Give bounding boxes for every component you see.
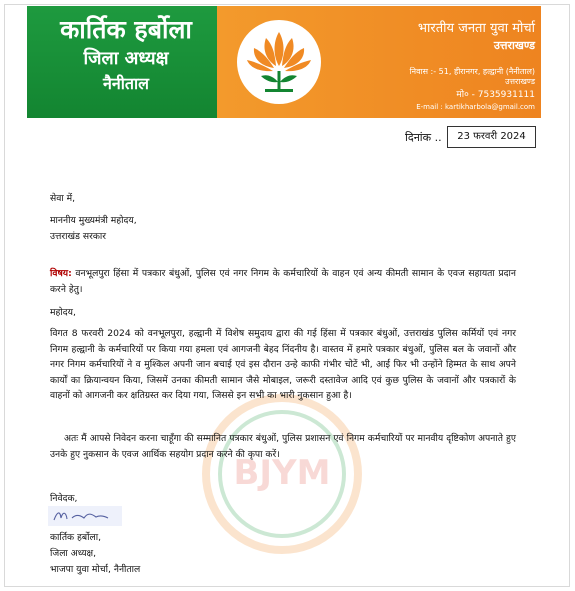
letterhead-mobile: मो० - 7535931111 xyxy=(456,90,535,100)
greeting: महोदय, xyxy=(50,307,76,318)
letterhead-address-line1: निवास :- 51, हीरानगर, हल्द्वानी (नैनीताल) xyxy=(409,67,535,76)
letterhead-city: नैनीताल xyxy=(102,74,150,93)
body-paragraph-2: अतः मैं आपसे निवेदन करना चाहूँगा की सम्मानित पत्रकार बंधुओं, पुलिस प्रशासन एवं निगम कर्मचारियों पर मानवीय दृष्टिकोण अपनाते हुए उनके हुए नुकसान के एवज आर्थिक सहयोग प्रदान करने की कृपा करें। xyxy=(50,433,516,460)
letterhead-email: E-mail : kartikharbola@gmail.com xyxy=(416,103,535,111)
closing-nivedak: निवेदक, xyxy=(50,493,78,504)
letterhead-address-line2: उत्तराखण्ड xyxy=(505,77,535,86)
letterhead-organization: भारतीय जनता युवा मोर्चा xyxy=(417,21,535,36)
subject xyxy=(50,266,516,297)
closing-name: कार्तिक हर्बोला, xyxy=(50,532,102,543)
body-paragraph-1: विगत 8 फरवरी 2024 को वनभूलपुरा, हल्द्वानी में विशेष समुदाय द्वारा की गई हिंसा में पत्रकार बंधुओं, उत्तराखंड पुलिस कर्मियों एवं नगर निगम हल्द्वानी के कर्मचारियों पर किया गया हमला एवं आगजनी बेहद निंदनीय है। वास्तव में हमारे पत्रकार बंधुओं, पुलिस बल के जवानों और नगर निगम कर्मचारियों ने व मुश्किल अपनी जान बचाई एवं इस दौरान उन्हे काफी गंभीर चोटें भी, आई फिर भी उन्होंने हिम्मत के साथ अपने कार्यों का क्रियान्वयन किया, जिसमें उनका कीमती सामान जैसे मोबाइल, जरूरी दस्तावेज आदि एवं कुछ पुलिस के जवानों और पत्रकारों के वाहनों को आगजनी कर क्षतिग्रस्त कर दिया गया, जिससे इन सभी का भारी नुकसान हुआ है। xyxy=(50,328,516,401)
bjym-watermark-icon xyxy=(200,392,365,557)
closing-org: भाजपा युवा मोर्चा, नैनीताल xyxy=(50,564,141,575)
salutation: सेवा में, xyxy=(50,193,76,204)
lotus-logo-icon xyxy=(235,16,323,108)
subject-lead: विषय: xyxy=(50,268,72,279)
watermark-text: BJYM xyxy=(233,453,331,493)
letterhead-state: उत्तराखण्ड xyxy=(493,39,535,52)
letterhead xyxy=(27,6,541,118)
date-label: दिनांक .. xyxy=(405,131,442,144)
recipient-line2: उत्तराखंड सरकार xyxy=(50,231,107,242)
letterhead-role: जिला अध्यक्ष xyxy=(83,48,169,69)
date-value: 23 फरवरी 2024 xyxy=(447,126,536,148)
recipient-line1: माननीय मुख्यमंत्री महोदय, xyxy=(50,215,137,226)
letterhead-name: कार्तिक हर्बोला xyxy=(60,15,192,44)
signature-icon xyxy=(48,506,122,526)
subject-text: वनभूलपुरा हिंसा में पत्रकार बंधुओं, पुलिस एवं नगर निगम के कर्मचारियों के वाहन एवं अन्य कीमती सामान के एवज सहायता प्रदान करने हेतु। xyxy=(50,268,516,295)
closing-designation: जिला अध्यक्ष, xyxy=(50,548,97,559)
